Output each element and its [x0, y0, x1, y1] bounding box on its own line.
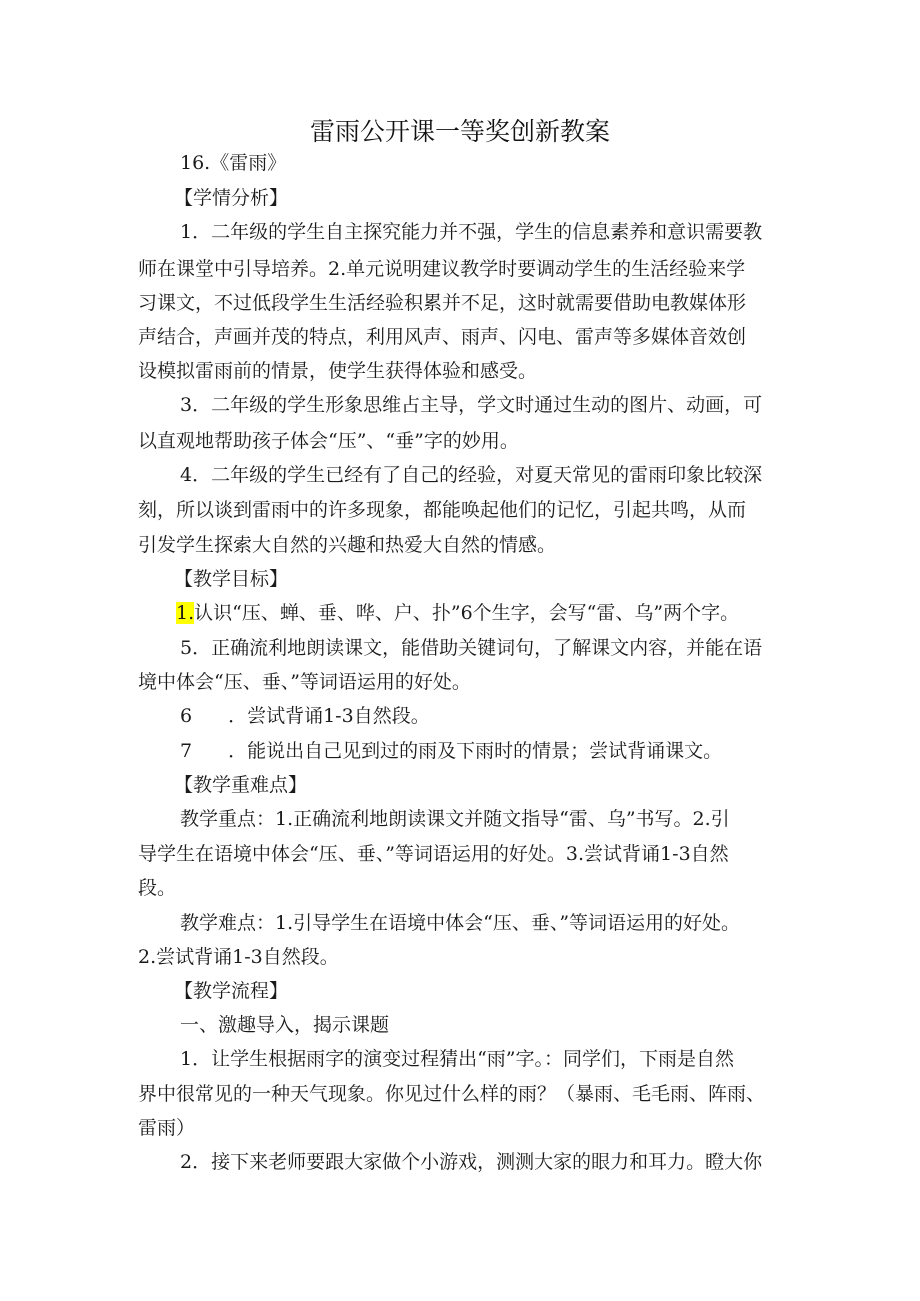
paragraph-line: 2．接下来老师要跟大家做个小游戏，测测大家的眼力和耳力。瞪大你 — [180, 1151, 763, 1173]
paragraph-line: 以直观地帮助孩子体会“压”、“垂”字的妙用。 — [138, 430, 519, 452]
objective-text: ．能说出自己见到过的雨及下雨时的情景；尝试背诵课文。 — [228, 740, 723, 762]
subsection-heading: 一、激趣导入，揭示课题 — [180, 1014, 390, 1036]
paragraph-line: 声结合，声画并茂的特点，利用风声、雨声、闪电、雷声等多媒体音效创 — [138, 326, 747, 348]
paragraph-line: 导学生在语境中体会“压、垂、”等词语运用的好处。3.尝试背诵1-3自然 — [138, 843, 729, 865]
objective-line — [180, 738, 722, 764]
paragraph-line: 1．让学生根据雨字的演变过程猜出“雨”字。：同学们，下雨是自然 — [180, 1048, 735, 1070]
objective-line — [176, 600, 739, 626]
document-title: 雷雨公开课一等奖创新教案 — [309, 117, 610, 146]
lesson-heading: 16.《雷雨》 — [180, 152, 287, 174]
paragraph-line: 师在课堂中引导培养。2.单元说明建议教学时要调动学生的生活经验来学 — [138, 258, 746, 280]
section-heading-objectives: 【教学目标】 — [174, 568, 289, 590]
paragraph-line: 教学难点：1.引导学生在语境中体会“压、垂、”等词语运用的好处。 — [180, 912, 741, 934]
paragraph-line: 引发学生探索大自然的兴趣和热爱大自然的情感。 — [138, 534, 557, 556]
objective-line — [180, 703, 430, 729]
objective-text: 认识“压、蝉、垂、哗、户、扑”6个生字，会写“雷、乌”两个字。 — [194, 602, 740, 624]
paragraph-line: 习课文，不过低段学生生活经验积累并不足，这时就需要借助电教媒体形 — [138, 292, 747, 314]
section-heading-process: 【教学流程】 — [174, 980, 289, 1002]
paragraph-line: 刻，所以谈到雷雨中的许多现象，都能唤起他们的记忆，引起共鸣，从而 — [138, 499, 747, 521]
section-heading-key-points: 【教学重难点】 — [174, 774, 308, 796]
paragraph-line: 4．二年级的学生已经有了自己的经验，对夏天常见的雷雨印象比较深 — [180, 464, 763, 486]
objective-text: ．尝试背诵1-3自然段。 — [228, 705, 430, 727]
paragraph-line: 教学重点：1.正确流利地朗读课文并随文指导“雷、乌”书写。2.引 — [180, 808, 730, 830]
item-number: 6 — [180, 705, 193, 727]
item-number: 7 — [180, 740, 193, 762]
paragraph-line: 段。 — [138, 877, 177, 899]
paragraph-line: 1．二年级的学生自主探究能力并不强，学生的信息素养和意识需要教 — [180, 221, 763, 243]
paragraph-line: 设模拟雷雨前的情景，使学生获得体验和感受。 — [138, 360, 538, 382]
paragraph-line: 境中体会“压、垂、”等词语运用的好处。 — [138, 671, 471, 693]
highlighted-number: 1. — [176, 602, 195, 624]
paragraph-line: 界中很常见的一种天气现象。你见过什么样的雨？（暴雨、毛毛雨、阵雨、 — [138, 1083, 766, 1105]
section-heading-analysis: 【学情分析】 — [174, 187, 289, 209]
paragraph-line: 雷雨） — [138, 1117, 196, 1139]
paragraph-line: 2.尝试背诵1-3自然段。 — [138, 946, 339, 968]
paragraph-line: 5．正确流利地朗读课文，能借助关键词句，了解课文内容，并能在语 — [180, 637, 763, 659]
paragraph-line: 3．二年级的学生形象思维占主导，学文时通过生动的图片、动画，可 — [180, 394, 763, 416]
